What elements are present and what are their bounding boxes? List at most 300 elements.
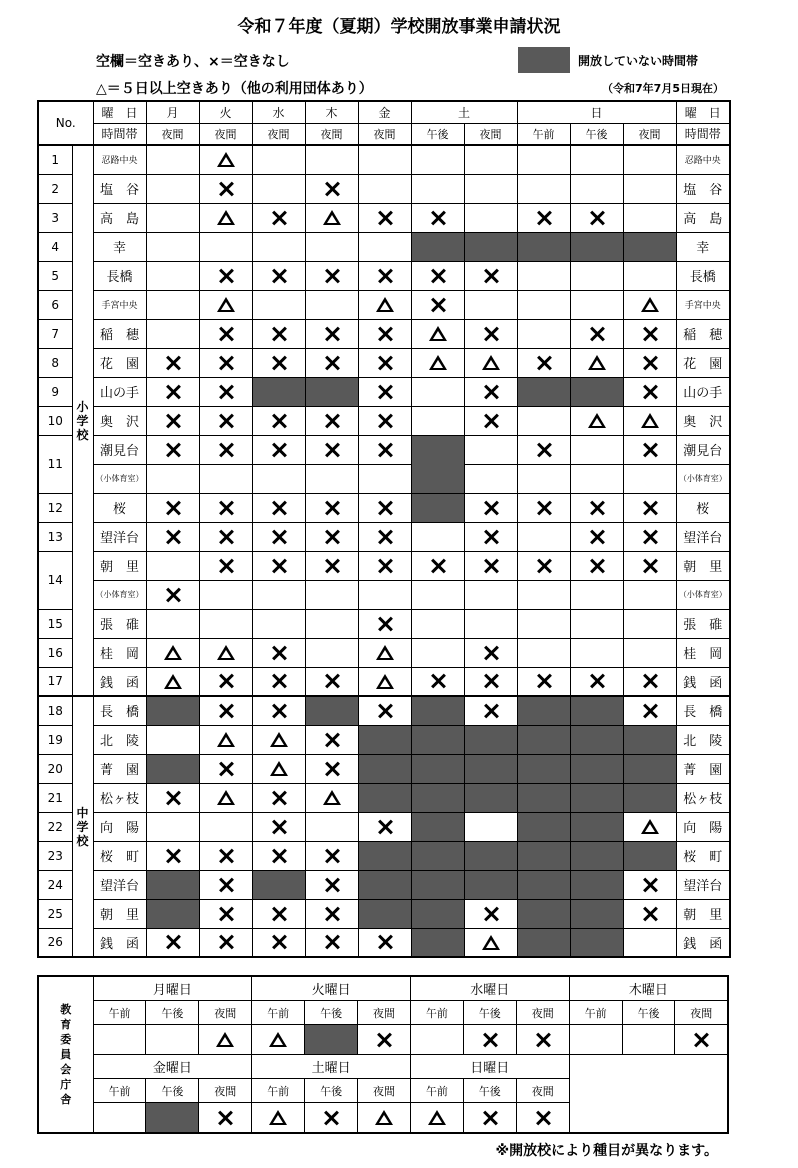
x-mark-icon: [643, 674, 657, 688]
status-cell-closed: [570, 754, 623, 783]
x-mark-icon: [219, 501, 233, 515]
school-no: 13: [38, 522, 72, 551]
office-status-cell: [93, 1025, 146, 1055]
status-cell-closed: [411, 899, 464, 928]
status-cell-closed: [411, 435, 464, 493]
status-cell: [623, 290, 676, 319]
x-mark-icon: [219, 182, 233, 196]
status-cell: [199, 406, 252, 435]
x-mark-icon: [325, 501, 339, 515]
status-cell-closed: [464, 232, 517, 261]
legend-triangle: △＝５日以上空きあり（他の利用団体あり）: [96, 81, 373, 97]
x-mark-icon: [590, 530, 604, 544]
x-mark-icon: [325, 733, 339, 747]
x-mark-icon: [536, 1111, 550, 1125]
status-cell: [305, 783, 358, 812]
office-day: 金曜日: [93, 1055, 252, 1079]
status-cell-closed: [517, 754, 570, 783]
office-status-cell-closed: [305, 1025, 358, 1055]
group-label: 小学校: [72, 145, 93, 696]
status-cell: [146, 203, 199, 232]
status-cell: [146, 174, 199, 203]
school-name-right: 手宮中央: [676, 290, 730, 319]
x-mark-icon: [325, 269, 339, 283]
status-cell: [199, 232, 252, 261]
status-cell: [517, 493, 570, 522]
school-name-right: 松ヶ枝: [676, 783, 730, 812]
status-cell: [517, 580, 570, 609]
status-cell-closed: [517, 377, 570, 406]
status-cell: [146, 522, 199, 551]
status-cell: [411, 522, 464, 551]
school-name-right: 潮見台: [676, 435, 730, 464]
status-cell-closed: [517, 870, 570, 899]
office-slot: 夜間: [199, 1001, 252, 1025]
school-name: 稲 穂: [93, 319, 146, 348]
x-mark-icon: [325, 356, 339, 370]
school-subname-right: （小体育室）: [676, 464, 730, 493]
status-cell-closed: [464, 841, 517, 870]
status-cell: [305, 580, 358, 609]
status-cell: [623, 580, 676, 609]
status-cell: [252, 145, 305, 174]
status-cell: [570, 290, 623, 319]
school-no: 5: [38, 261, 72, 290]
status-cell: [252, 551, 305, 580]
school-row: [38, 493, 730, 522]
status-cell: [570, 406, 623, 435]
x-mark-icon: [272, 674, 286, 688]
status-cell: [358, 232, 411, 261]
x-mark-icon: [219, 443, 233, 457]
office-status-cell-closed: [146, 1103, 199, 1134]
status-cell: [305, 145, 358, 174]
header-slot: 午後: [411, 123, 464, 145]
status-cell: [411, 203, 464, 232]
school-name-right: 山の手: [676, 377, 730, 406]
header-slot: 午後: [570, 123, 623, 145]
status-cell: [358, 580, 411, 609]
x-mark-icon: [272, 646, 286, 660]
status-cell: [358, 493, 411, 522]
header-youbi: 曜 日: [93, 101, 146, 123]
triangle-mark-icon: [428, 1110, 446, 1125]
x-mark-icon: [219, 674, 233, 688]
x-mark-icon: [590, 559, 604, 573]
x-mark-icon: [590, 327, 604, 341]
school-name: 山の手: [93, 377, 146, 406]
x-mark-icon: [166, 443, 180, 457]
office-slot: 午前: [252, 1001, 305, 1025]
status-cell: [305, 928, 358, 957]
school-row: [38, 754, 730, 783]
status-cell: [517, 667, 570, 696]
status-cell-closed: [623, 725, 676, 754]
school-name-right: 菁 園: [676, 754, 730, 783]
status-cell: [464, 580, 517, 609]
header-row-slots: [38, 123, 730, 145]
status-cell: [305, 870, 358, 899]
status-cell: [623, 261, 676, 290]
x-mark-icon: [431, 269, 445, 283]
status-cell-closed: [517, 899, 570, 928]
status-cell: [623, 928, 676, 957]
x-mark-icon: [166, 849, 180, 863]
school-row: [38, 406, 730, 435]
school-name-right: 稲 穂: [676, 319, 730, 348]
office-status-cell: [410, 1103, 463, 1134]
x-mark-icon: [537, 559, 551, 573]
status-cell: [623, 638, 676, 667]
school-row: [38, 667, 730, 696]
school-name-right: 望洋台: [676, 522, 730, 551]
x-mark-icon: [483, 1111, 497, 1125]
status-cell: [146, 319, 199, 348]
status-cell: [623, 174, 676, 203]
legend-closed-label: 開放していない時間帯: [578, 54, 699, 68]
status-cell-closed: [146, 899, 199, 928]
x-mark-icon: [324, 1111, 338, 1125]
status-cell: [570, 319, 623, 348]
status-cell: [464, 551, 517, 580]
status-cell: [570, 435, 623, 464]
office-status-cell: [516, 1025, 569, 1055]
x-mark-icon: [378, 820, 392, 834]
status-cell: [464, 145, 517, 174]
status-cell: [570, 609, 623, 638]
x-mark-icon: [484, 327, 498, 341]
x-mark-icon: [218, 1111, 232, 1125]
status-cell: [252, 435, 305, 464]
x-mark-icon: [219, 530, 233, 544]
header-slot: 夜間: [464, 123, 517, 145]
header-slot: 夜間: [199, 123, 252, 145]
x-mark-icon: [378, 704, 392, 718]
school-no: 9: [38, 377, 72, 406]
office-marks-row-1: [38, 1025, 728, 1055]
office-status-cell: [463, 1025, 516, 1055]
status-cell-closed: [358, 899, 411, 928]
x-mark-icon: [272, 704, 286, 718]
status-cell: [464, 377, 517, 406]
school-subname: （小体育室）: [93, 464, 146, 493]
status-cell: [623, 377, 676, 406]
x-mark-icon: [643, 530, 657, 544]
status-cell: [199, 899, 252, 928]
school-no: 10: [38, 406, 72, 435]
status-cell: [517, 319, 570, 348]
x-mark-icon: [483, 1033, 497, 1047]
status-cell-closed: [411, 725, 464, 754]
status-cell: [358, 638, 411, 667]
status-cell: [623, 609, 676, 638]
status-cell: [305, 435, 358, 464]
office-status-cell: [252, 1103, 305, 1134]
status-cell: [623, 899, 676, 928]
x-mark-icon: [484, 501, 498, 515]
school-row: [38, 232, 730, 261]
status-cell: [252, 638, 305, 667]
x-mark-icon: [378, 443, 392, 457]
school-name-right: 向 陽: [676, 812, 730, 841]
school-name-right: 長 橋: [676, 696, 730, 725]
x-mark-icon: [219, 385, 233, 399]
status-cell: [305, 638, 358, 667]
status-cell-closed: [411, 783, 464, 812]
status-cell: [358, 696, 411, 725]
office-status-cell: [675, 1025, 728, 1055]
header-day: 土: [411, 101, 517, 123]
x-mark-icon: [325, 935, 339, 949]
school-name: 桜 町: [93, 841, 146, 870]
status-cell-closed: [623, 232, 676, 261]
office-status-cell: [516, 1103, 569, 1134]
school-no: 15: [38, 609, 72, 638]
status-cell: [305, 551, 358, 580]
school-row: [38, 928, 730, 957]
x-mark-icon: [272, 269, 286, 283]
status-cell: [464, 348, 517, 377]
status-cell: [252, 928, 305, 957]
status-cell: [199, 435, 252, 464]
status-cell: [305, 319, 358, 348]
x-mark-icon: [272, 935, 286, 949]
x-mark-icon: [166, 501, 180, 515]
school-name-right: 張 碓: [676, 609, 730, 638]
office-slot: 午前: [410, 1079, 463, 1103]
office-day: 月曜日: [93, 976, 252, 1001]
school-no: 8: [38, 348, 72, 377]
status-cell: [623, 406, 676, 435]
office-status-cell: [358, 1103, 411, 1134]
triangle-mark-icon: [217, 152, 235, 167]
status-cell-closed: [358, 783, 411, 812]
status-cell-closed: [464, 783, 517, 812]
status-cell-closed: [570, 696, 623, 725]
x-mark-icon: [537, 501, 551, 515]
x-mark-icon: [219, 878, 233, 892]
x-mark-icon: [643, 327, 657, 341]
school-name: 朝 里: [93, 551, 146, 580]
status-cell-closed: [411, 928, 464, 957]
office-status-cell: [199, 1025, 252, 1055]
school-row: [38, 870, 730, 899]
status-cell: [570, 174, 623, 203]
status-cell: [199, 319, 252, 348]
x-mark-icon: [590, 211, 604, 225]
school-name: 朝 里: [93, 899, 146, 928]
status-cell: [146, 493, 199, 522]
school-name: 菁 園: [93, 754, 146, 783]
school-subname-right: （小体育室）: [676, 580, 730, 609]
status-cell: [623, 812, 676, 841]
status-cell: [464, 174, 517, 203]
status-cell: [146, 580, 199, 609]
status-cell: [305, 522, 358, 551]
x-mark-icon: [643, 559, 657, 573]
office-status-cell: [410, 1025, 463, 1055]
status-cell-closed: [570, 899, 623, 928]
triangle-mark-icon: [375, 1110, 393, 1125]
office-slot: 午後: [463, 1079, 516, 1103]
status-cell: [146, 928, 199, 957]
status-cell: [305, 667, 358, 696]
x-mark-icon: [272, 559, 286, 573]
status-cell: [305, 493, 358, 522]
x-mark-icon: [219, 414, 233, 428]
office-slot: 午後: [622, 1001, 675, 1025]
header-jikantai-right: 時間帯: [676, 123, 730, 145]
status-cell: [411, 348, 464, 377]
status-cell: [464, 290, 517, 319]
x-mark-icon: [272, 211, 286, 225]
status-cell-closed: [411, 870, 464, 899]
office-status-cell: [93, 1103, 146, 1134]
status-cell: [358, 812, 411, 841]
school-name: 銭 函: [93, 928, 146, 957]
status-cell: [146, 464, 199, 493]
status-cell: [570, 261, 623, 290]
x-mark-icon: [643, 704, 657, 718]
status-cell: [252, 203, 305, 232]
status-cell-closed: [570, 783, 623, 812]
x-mark-icon: [219, 356, 233, 370]
school-name-right: 幸: [676, 232, 730, 261]
office-status-cell: [463, 1103, 516, 1134]
status-cell: [252, 783, 305, 812]
status-cell: [570, 638, 623, 667]
triangle-mark-icon: [376, 645, 394, 660]
x-mark-icon: [537, 674, 551, 688]
status-cell: [570, 522, 623, 551]
triangle-mark-icon: [429, 326, 447, 341]
office-slot: 午後: [146, 1001, 199, 1025]
as-of-date: （令和7年7月5日現在）: [602, 82, 724, 95]
status-cell: [464, 493, 517, 522]
x-mark-icon: [166, 935, 180, 949]
school-name-right: 奥 沢: [676, 406, 730, 435]
status-cell: [252, 261, 305, 290]
school-subname: （小体育室）: [93, 580, 146, 609]
x-mark-icon: [431, 211, 445, 225]
school-no: 26: [38, 928, 72, 957]
office-status-cell: [569, 1025, 622, 1055]
triangle-mark-icon: [217, 790, 235, 805]
status-cell: [199, 928, 252, 957]
x-mark-icon: [378, 327, 392, 341]
x-mark-icon: [219, 907, 233, 921]
status-cell: [358, 319, 411, 348]
x-mark-icon: [325, 907, 339, 921]
triangle-mark-icon: [641, 413, 659, 428]
status-cell: [411, 638, 464, 667]
status-cell: [199, 870, 252, 899]
x-mark-icon: [484, 530, 498, 544]
status-cell: [358, 261, 411, 290]
status-cell: [252, 841, 305, 870]
status-cell: [146, 435, 199, 464]
header-day: 月: [146, 101, 199, 123]
status-cell: [411, 580, 464, 609]
status-cell-closed: [517, 841, 570, 870]
triangle-mark-icon: [217, 297, 235, 312]
x-mark-icon: [643, 385, 657, 399]
status-cell-closed: [358, 754, 411, 783]
school-name-right: 塩 谷: [676, 174, 730, 203]
status-cell: [305, 609, 358, 638]
status-cell: [411, 174, 464, 203]
status-cell: [358, 522, 411, 551]
office-slot: 午後: [305, 1001, 358, 1025]
header-day: 火: [199, 101, 252, 123]
status-cell: [570, 203, 623, 232]
x-mark-icon: [325, 559, 339, 573]
status-cell: [199, 290, 252, 319]
status-cell: [146, 551, 199, 580]
school-name-right: 長橋: [676, 261, 730, 290]
status-cell: [464, 899, 517, 928]
x-mark-icon: [643, 907, 657, 921]
x-mark-icon: [325, 443, 339, 457]
x-mark-icon: [484, 674, 498, 688]
header-slot: 夜間: [623, 123, 676, 145]
x-mark-icon: [643, 356, 657, 370]
status-cell: [517, 522, 570, 551]
office-day: 日曜日: [410, 1055, 569, 1079]
status-cell: [464, 319, 517, 348]
school-name: 花 園: [93, 348, 146, 377]
status-cell: [146, 377, 199, 406]
status-cell-closed: [570, 232, 623, 261]
x-mark-icon: [166, 414, 180, 428]
school-no: 18: [38, 696, 72, 725]
status-cell: [305, 899, 358, 928]
status-cell: [199, 551, 252, 580]
school-name-right: 忍路中央: [676, 145, 730, 174]
school-row: [38, 290, 730, 319]
x-mark-icon: [272, 501, 286, 515]
status-cell: [411, 609, 464, 638]
status-cell: [570, 493, 623, 522]
group-label: 中学校: [72, 696, 93, 957]
status-cell: [570, 551, 623, 580]
triangle-mark-icon: [270, 732, 288, 747]
school-name: 忍路中央: [93, 145, 146, 174]
triangle-mark-icon: [164, 674, 182, 689]
x-mark-icon: [272, 356, 286, 370]
x-mark-icon: [325, 849, 339, 863]
school-no: 7: [38, 319, 72, 348]
x-mark-icon: [378, 385, 392, 399]
school-name: 銭 函: [93, 667, 146, 696]
status-cell-closed: [623, 754, 676, 783]
status-cell: [358, 348, 411, 377]
status-cell: [517, 638, 570, 667]
school-row: [38, 435, 730, 464]
status-cell: [570, 667, 623, 696]
status-cell: [305, 348, 358, 377]
status-cell: [411, 290, 464, 319]
office-slot: 午後: [305, 1079, 358, 1103]
status-cell: [305, 464, 358, 493]
header-slot: 午前: [517, 123, 570, 145]
school-no: 4: [38, 232, 72, 261]
status-cell-closed: [252, 377, 305, 406]
status-cell-closed: [358, 841, 411, 870]
status-cell: [252, 725, 305, 754]
school-row: [38, 812, 730, 841]
page-title: 令和７年度（夏期）学校開放事業申請状況: [237, 17, 561, 37]
